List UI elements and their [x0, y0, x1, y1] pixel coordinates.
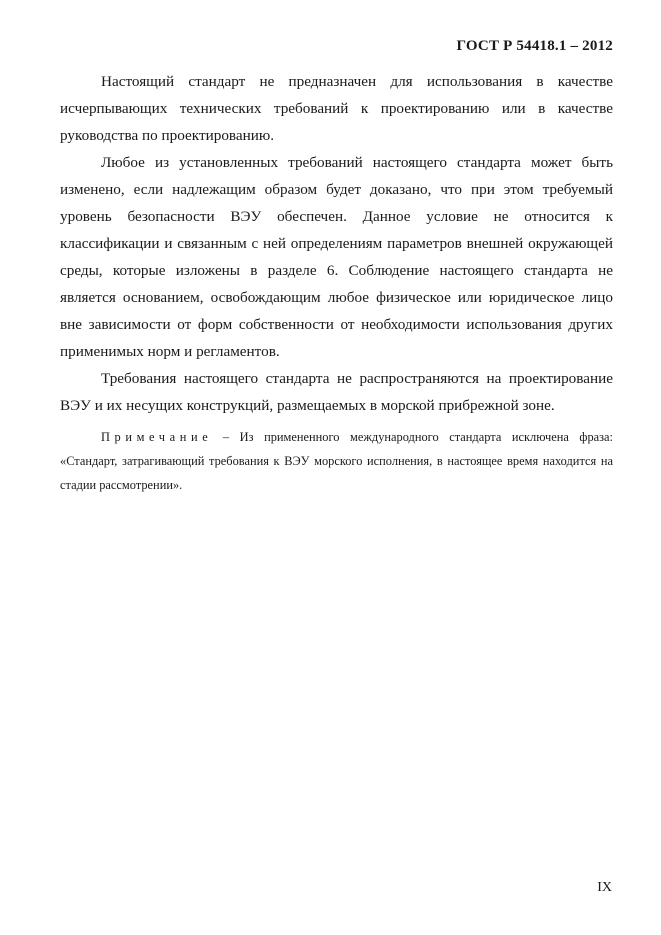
paragraph-scope-limitation: Настоящий стандарт не предназначен для использования в качестве исчерпывающих технических требований к проектированию или в качестве руководства по проектированию.: [60, 73, 613, 144]
note-dash: –: [212, 430, 240, 444]
page-number: IX: [597, 880, 612, 895]
note-label: Примечание: [101, 430, 213, 444]
paragraph-offshore-exclusion: Требования настоящего стандарта не распространяются на проектирование ВЭУ и их несущих конструкций, размещаемых в морской прибрежной зоне.: [60, 370, 613, 414]
note: [60, 425, 613, 497]
document-header: ГОСТ Р 54418.1 – 2012: [456, 38, 613, 54]
note-text: Из примененного международного стандарта исключена фраза: «Стандарт, затрагивающий требования к ВЭУ морского исполнения, в настоящее время находится на стадии рассмотрении».: [60, 430, 613, 492]
document-body: [60, 68, 613, 497]
paragraph-requirements-modification: Любое из установленных требований настоящего стандарта может быть изменено, если надлежащим образом будет доказано, что при этом требуемый уровень безопасности ВЭУ обеспечен. Данное условие не относится к классификации и связанным с ней определениям параметров внешней окружающей среды, которые изложены в разделе 6. Соблюдение настоящего стандарта не является основанием, освобождающим любое физическое или юридическое лицо вне зависимости от форм собственности от необходимости использования других применимых норм и регламентов.: [60, 154, 613, 360]
